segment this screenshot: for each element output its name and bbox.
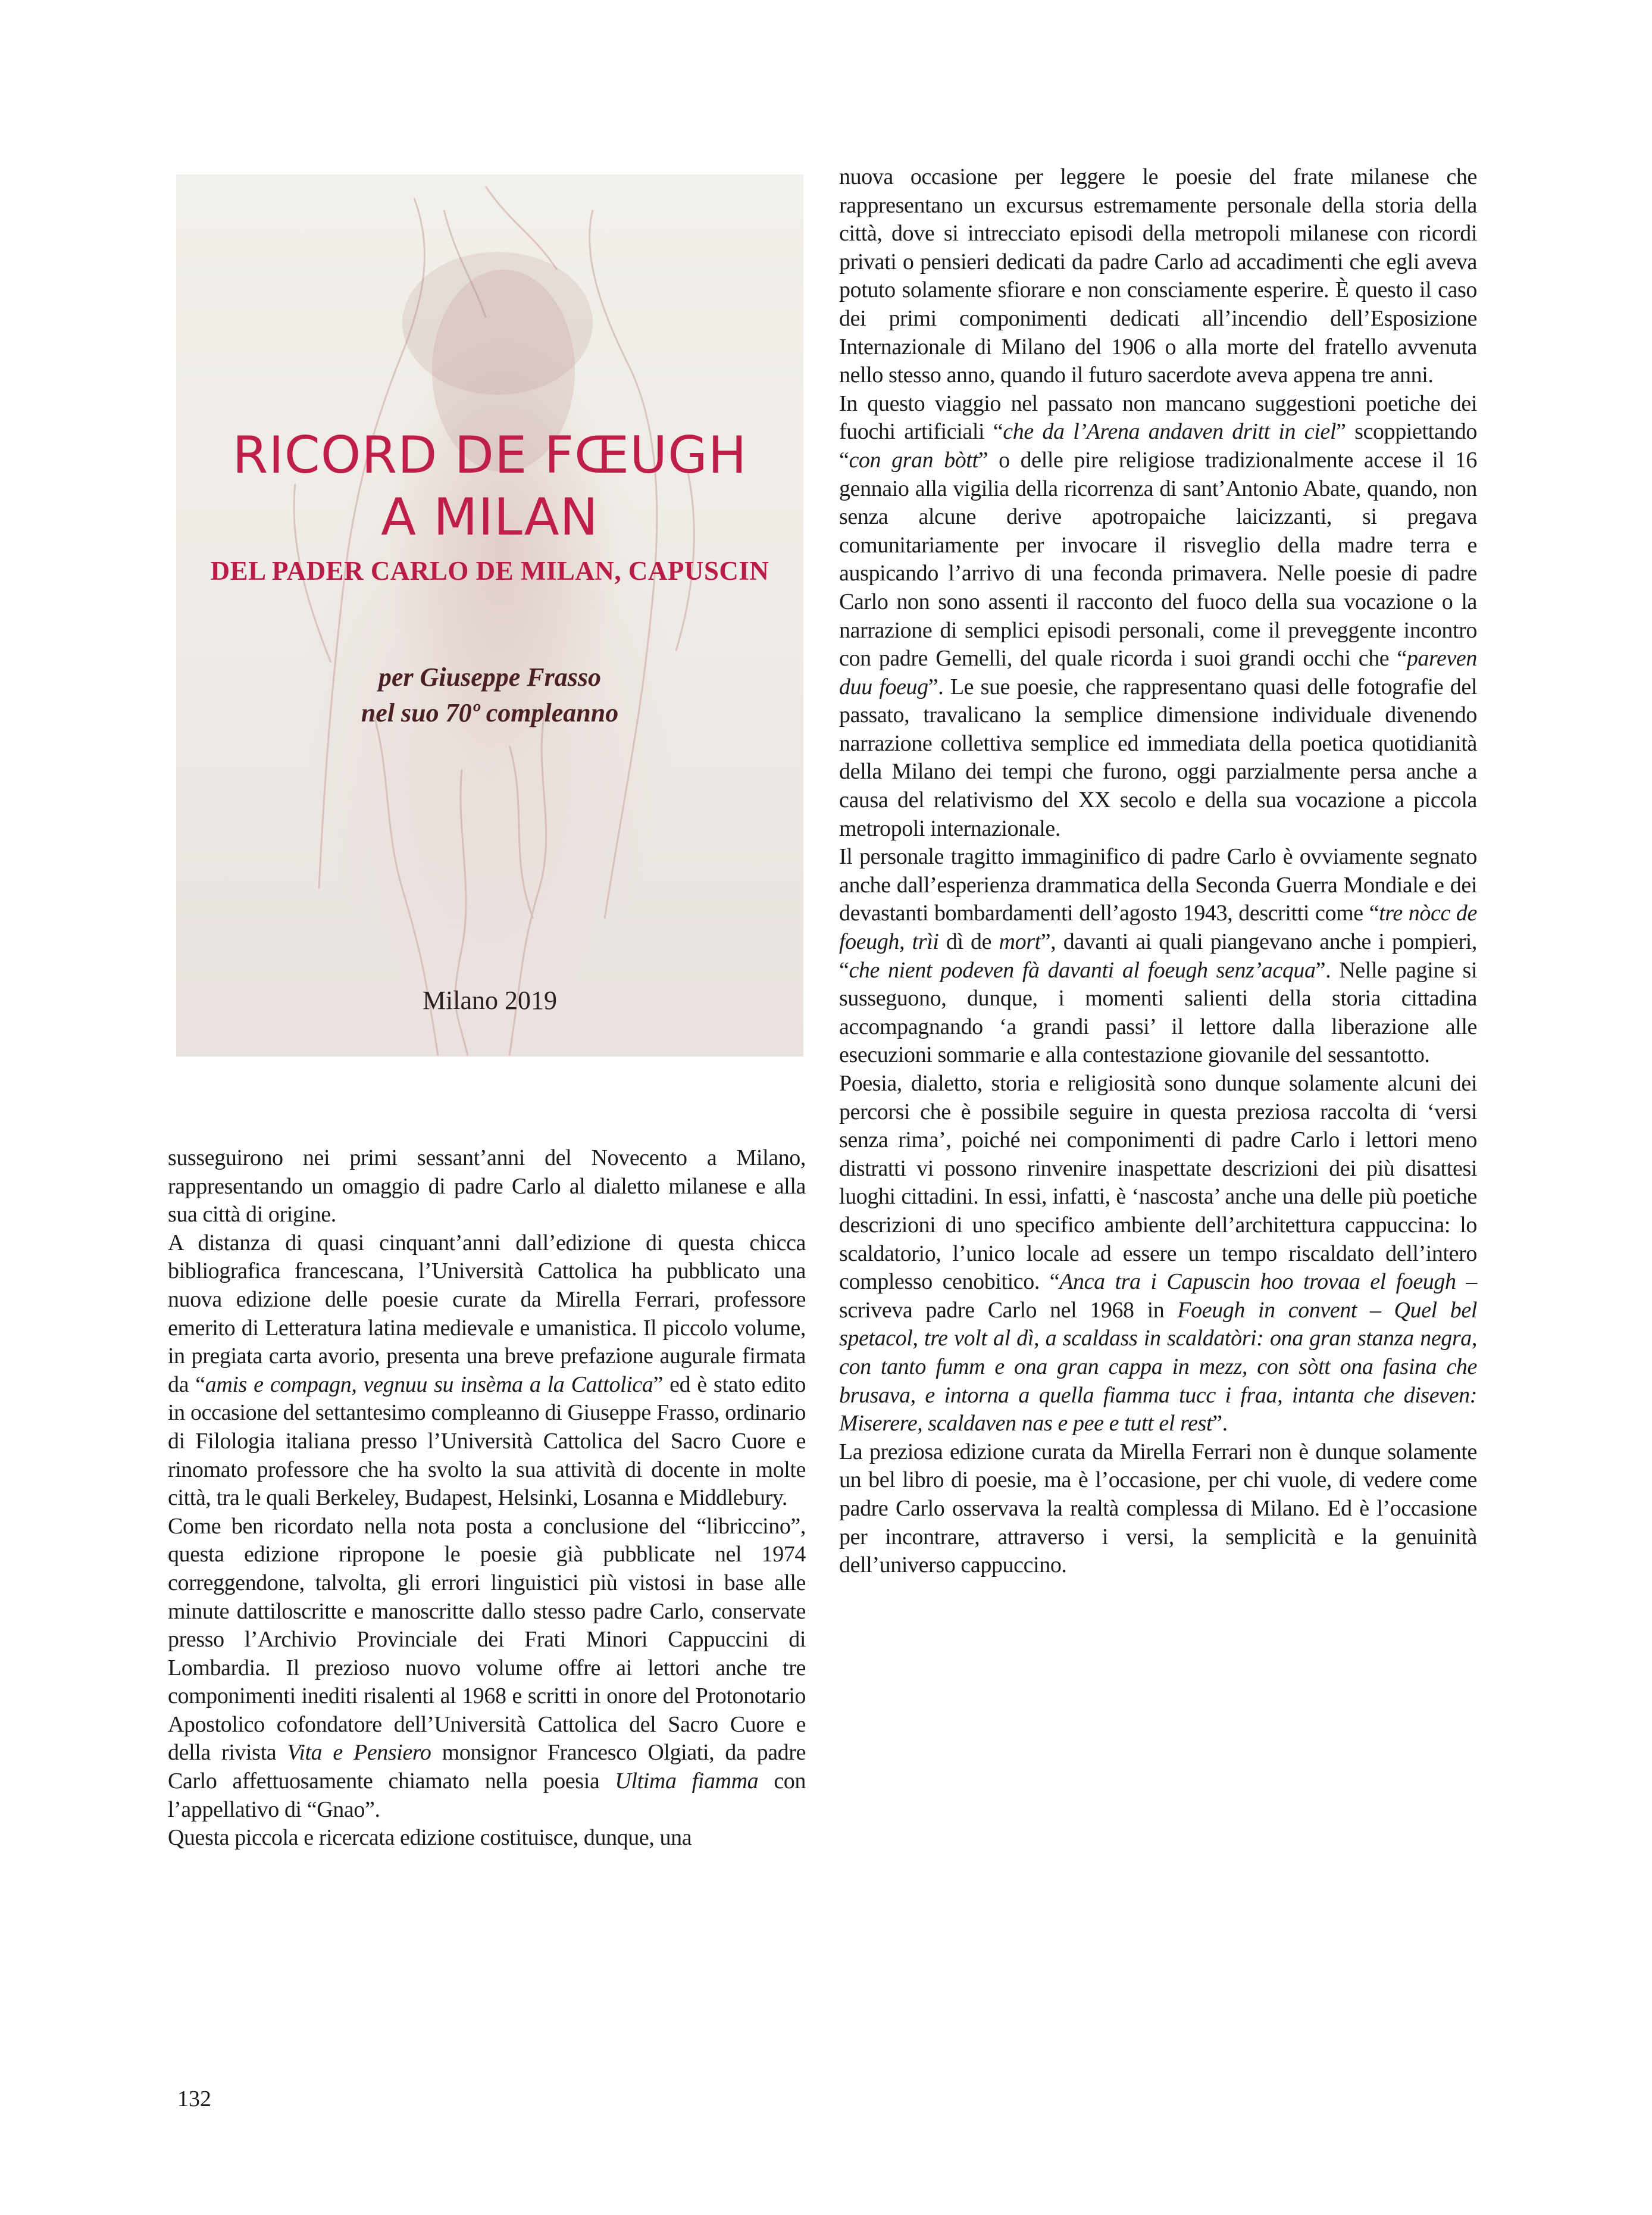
- text-run: ”, davanti ai quali piangevano anche i pompieri, “: [839, 929, 1477, 983]
- right-text-column: [839, 163, 1477, 1580]
- left-text-column: [168, 1144, 806, 1852]
- text-run: nuova occasione per leggere le poesie del frate milanese che rappresentano un excursus estremamente personale della storia della città, dove si intrecciato episodi della metropoli milanese con ricordi privati o pensieri dedicati da padre Carlo ad accadimenti che egli aveva potuto solamente sfiorare e non consciamente esperire. È questo il caso dei primi componimenti dedicati all’incendio dell’Esposizione Internazionale di Milano del 1906 o alla morte del fratello avvenuta nello stesso anno, quando il futuro sacerdote aveva appena tre anni.: [839, 164, 1477, 388]
- text-run: ”. Le sue poesie, che rappresentano quasi delle fotografie del passato, travalicano la semplice dimensione individuale divenendo narrazione collettiva semplice ed immediata della poetica quotidianità della Milano dei tempi che furono, oggi parzialmente persa anche a causa del relativismo del XX secolo e della sua vocazione a piccola metropoli internazionale.: [839, 674, 1477, 841]
- cover-title: [176, 424, 803, 548]
- cover-dedication-line1: per Giuseppe Frasso: [378, 663, 602, 692]
- cover-dedication-line2: nel suo 70º compleanno: [361, 698, 619, 727]
- cover-subtitle: DEL PADER CARLO DE MILAN, CAPUSCIN: [210, 556, 769, 586]
- text-run: con l’appellativo di “Gnao”.: [168, 1769, 806, 1822]
- italic-quote: che nient podeven fà davanti al foeugh senz’acqua: [849, 957, 1316, 983]
- text-run: In questo viaggio nel passato non mancano suggestioni poetiche dei fuochi artificiali “: [839, 390, 1477, 445]
- text-run: monsignor Francesco Olgiati, da padre Carlo affettuosamente chiamato nella poesia: [168, 1740, 806, 1794]
- text-run: ”.: [1212, 1411, 1228, 1436]
- body-paragraph: [168, 1229, 806, 1513]
- italic-quote: mort: [999, 929, 1041, 955]
- text-run: Poesia, dialetto, storia e religiosità sono dunque solamente alcuni dei percorsi che è possibile seguire in questa preziosa raccolta di ‘versi senza rima’, poiché nei componimenti di padre Carlo i lettori meno distratti vi possono rinvenire inaspettate descrizioni dei più disattesi luoghi cittadini. In essi, infatti, è ‘nascosta’ anche una delle più poetiche descrizioni di uno specifico ambiente dell’architettura cappuccina: lo scaldatorio, l’unico locale ad essere un tempo riscaldato dell’intero complesso cenobitico. “: [839, 1071, 1477, 1295]
- text-run: La preziosa edizione curata da Mirella Ferrari non è dunque solamente un bel libro di poesie, ma è l’occasione, per chi vuole, di vedere come padre Carlo osservava la realtà complessa di Milano. Ed è l’occasione per incontrare, attraverso i versi, la semplicità e la genuinità dell’universo cappuccino.: [839, 1439, 1477, 1578]
- italic-quote: tre nòcc de foeugh, trìi: [839, 901, 1477, 955]
- text-run: ” scoppiettando “: [839, 419, 1478, 473]
- body-paragraph: [839, 390, 1477, 843]
- body-paragraph: [839, 1070, 1477, 1438]
- page-number: 132: [177, 2086, 211, 2111]
- text-run: ”. Nelle pagine si susseguono, dunque, i momenti salienti della storia cittadina accompagnando ‘a grandi passi’ il lettore dalla liberazione alle esecuzioni sommarie e alla contestazione giovanile del sessantotto.: [839, 957, 1478, 1068]
- body-paragraph: [168, 1513, 806, 1825]
- body-paragraph: [839, 1438, 1477, 1580]
- italic-quote: Vita e Pensiero: [287, 1740, 431, 1766]
- body-paragraph: [839, 843, 1477, 1070]
- text-run: ” o delle pire religiose tradizionalmente accese il 16 gennaio alla vigilia della ricorrenza di sant’Antonio Abate, quando, non senza alcune derive apotropaiche laicizzanti, si pregava comunitariamente per invocare il risveglio della madre terra e auspicando l’arrivo di una feconda primavera. Nelle poesie di padre Carlo non sono assenti il racconto del fuoco della sua vocazione o la narrazione di semplici episodi personali, come il preveggente incontro con padre Gemelli, del quale ricorda i suoi grandi occhi che “: [839, 447, 1477, 671]
- italic-quote: Foeugh in convent – Quel bel spetacol, tre volt al dì, a scaldass in scaldatòri: ona gran stanza negra, con tanto fumm e ona gran cappa in mezz, con sòtt ona fasina che brusava, e intorna a quella fiamma tucc i fraa, intanta che diseven: Miserere, scaldaven nas e pee e tutt el rest: [839, 1297, 1477, 1436]
- italic-quote: che da l’Arena andaven dritt in ciel: [1003, 419, 1337, 445]
- text-run: susseguirono nei primi sessant’anni del Novecento a Milano, rappresentando un omaggio di padre Carlo al dialetto milanese e alla sua città di origine.: [168, 1145, 806, 1227]
- cover-title-line1: RICORD DE FŒUGH: [232, 426, 747, 485]
- text-run: Come ben ricordato nella nota posta a conclusione del “libriccino”, questa edizione ripropone le poesie già pubblicate nel 1974 correggendone, talvolta, gli errori linguistici più vistosi in base alle minute dattiloscritte e manoscritte dallo stesso padre Carlo, conservate presso l’Archivio Provinciale dei Frati Minori Cappuccini di Lombardia. Il prezioso nuovo volume offre ai lettori anche tre componimenti inediti risalenti al 1968 e scritti in onore del Protonotario Apostolico cofondatore dell’Università Cattolica del Sacro Cuore e della rivista: [168, 1513, 806, 1766]
- text-run: – scriveva padre Carlo nel 1968 in: [839, 1269, 1477, 1323]
- text-run: Il personale tragitto immaginifico di padre Carlo è ovviamente segnato anche dall’esperienza drammatica della Seconda Guerra Mondiale e dei devastanti bombardamenti dell’agosto 1943, descritti come “: [839, 844, 1477, 926]
- cover-place-year: Milano 2019: [422, 986, 558, 1015]
- body-paragraph: [839, 163, 1477, 390]
- text-run: Questa piccola e ricercata edizione costituisce, dunque, una: [168, 1825, 692, 1851]
- friar-sketch-illustration: [176, 174, 803, 1057]
- cover-dedication: [176, 660, 803, 731]
- italic-quote: con gran bòtt: [849, 447, 978, 473]
- cover-title-line2: A MILAN: [381, 488, 599, 547]
- text-run: A distanza di quasi cinquant’anni dall’edizione di questa chicca bibliografica francescana, l’Università Cattolica ha pubblicato una nuova edizione delle poesie curate da Mirella Ferrari, professore emerito di Letteratura latina medievale e umanistica. Il piccolo volume, in pregiata carta avorio, presenta una breve prefazione augurale firmata da “: [168, 1230, 806, 1397]
- text-run: ” ed è stato edito in occasione del settantesimo compleanno di Giuseppe Frasso, ordinario di Filologia italiana presso l’Università Cattolica del Sacro Cuore e rinomato professore che ha svolto la sua attività di docente in molte città, tra le quali Berkeley, Budapest, Helsinki, Losanna e Middlebury.: [168, 1372, 806, 1511]
- italic-quote: pareven duu foeug: [839, 646, 1477, 699]
- text-run: dì de: [938, 929, 999, 955]
- italic-quote: Anca tra i Capuscin hoo trovaa el foeugh: [1059, 1269, 1456, 1295]
- book-cover-image: [176, 174, 803, 1057]
- body-paragraph: [168, 1144, 806, 1229]
- italic-quote: Ultima fiamma: [615, 1769, 759, 1794]
- italic-quote: amis e compagn, vegnuu su insèma a la Cattolica: [205, 1372, 653, 1397]
- body-paragraph: [168, 1824, 806, 1852]
